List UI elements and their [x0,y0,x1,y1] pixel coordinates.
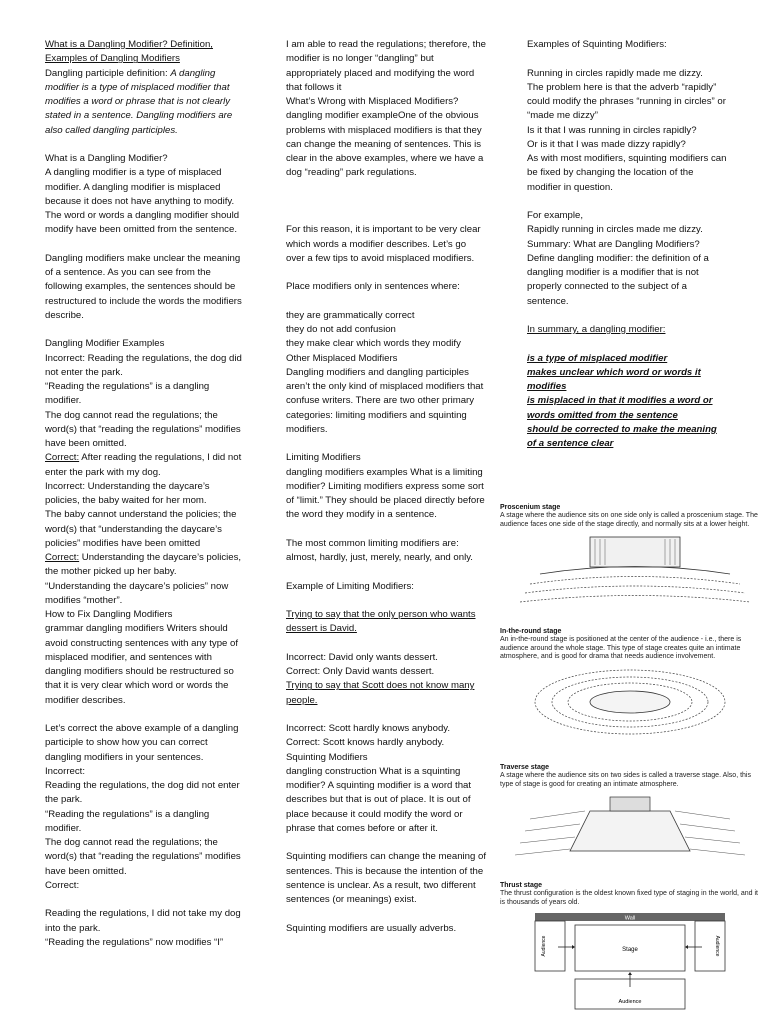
col2-p2: For this reason, it is important to be very clear which words a modifier describes. Let’s go over a few tips to avoid misplaced modifiers. [286,224,481,264]
col2-p11: Incorrect: Scott hardly knows anybody. Correct: Scott knows hardly anybody. Squinting Modifiers dangling construction What is a squinting modifier? A squinting modifier is a word that describes but that is out of place. It is out of place because it could modify the word or phrase that comes before or after it. [286,723,472,834]
correct-label: Correct: [45,552,80,563]
traverse-title: Traverse stage [500,764,550,771]
audience-left-label: Audience [541,935,547,957]
col2-p1: I am able to read the regulations; therefore, the modifier is no longer “dangling” but appropriately placed and modifying the word that follows it What’s Wrong with Misplaced Modifiers? dangling modifier exampleOne of the obvious problems with misplaced modifiers is that they can change the meaning of sentences. This is clear in the above examples, where we have a dog “reading” park regulations. [286,39,486,179]
summary-item: is misplaced in that it modifies a word or words omitted from the sentence [527,395,713,421]
definition-paragraph [45,67,245,138]
fix-text: Let’s correct the above example of a dangling participle to show how you can correct dangling modifiers in your sentences. Incorrect: Reading the regulations, the dog did not enter the park. “Reading the regulations” is a dangling modifier. The dog cannot read the regulations; the word(s) that “reading the regulations” modifies have been omitted. Correct: [45,723,241,891]
audience-bottom-label: Audience [618,999,642,1005]
summary-item: should be corrected to make the meaning of a sentence clear [527,423,717,449]
summary-heading: In summary, a dangling modifier: [527,324,666,335]
col2-p10: Trying to say that Scott does not know many people. [286,680,475,706]
column-1 [45,38,245,950]
correct-label: Correct: [45,452,80,464]
definition-label: Dangling participle definition: [45,67,171,79]
col2-p12: Squinting modifiers can change the meaning of sentences. This is because the intention of the sentence is unclear. As a result, two different sentences (or meanings) exist. [286,851,486,905]
col2-p3: Place modifiers only in sentences where: [286,281,460,293]
what-heading: What is a Dangling Modifier? [45,153,168,164]
traverse-illustration [500,789,762,871]
traverse-caption: A stage where the audience sits on two sides is called a traverse stage. Also, this type of stage is good for creating an intimate atmosphere. [500,772,751,788]
example-3-text: Understanding the daycare’s policies, the mother picked up her baby. “Understanding the daycare’s policies” now modifies “mother”. How to Fix Dangling Modifiers grammar dangling modifiers Writers should avoid constructing sentences with any type of misplaced modifier, and sentences with dangling modifiers should be restructured so that it is very clear which word or words the modifier describes. [45,552,242,706]
definition-text: A dangling modifier is a type of misplaced modifier that modifies a word or phrase that is not clearly stated in a sentence. Dangling modifiers are also called dangling participles. [45,67,233,136]
example-3 [45,551,245,708]
col2-p9: Incorrect: David only wants dessert. Correct: Only David wants dessert. [286,651,438,677]
proscenium-title: Proscenium stage [500,504,561,511]
in-round-title: In-the-round stage [500,628,562,635]
summary-item: makes unclear which word or words it modifies [527,366,701,392]
proscenium-figure [500,503,762,609]
what-text: A dangling modifier is a type of misplaced modifier. A dangling modifier is misplaced because it does not have anything to modify. The word or words a dangling modifier should modify have been omitted from the sentence. [45,167,240,236]
col2-p5: Limiting Modifiers dangling modifiers examples What is a limiting modifier? Limiting modifiers express some sort of “limit.” They should be placed directly before the word they modify in a sentence. [286,452,485,521]
thrust-title: Thrust stage [500,882,543,889]
col3-p2: Running in circles rapidly made me dizzy. The problem here is that the adverb “rapidly” could modify the phrases “running in circles” or “made me dizzy” Is it that I was running in circles rapidly? Or is it that I was made dizzy rapidly? As with most modifiers, squinting modifiers can be fixed by changing the location of the modifier in question. [527,67,727,193]
proscenium-caption: A stage where the audience sits on one side only is called a proscenium stage. The audience faces one side of the stage directly, and normally sits at a lower height. [500,512,758,528]
col2-p8: Trying to say that the only person who wants dessert is David. [286,609,476,635]
unclear-text: Dangling modifiers make unclear the meaning of a sentence. As you can see from the following examples, the sentences should be restructured to include the words the modifiers describe. [45,252,242,321]
doc-title: What is a Dangling Modifier? Definition, Examples of Dangling Modifiers [45,39,213,65]
summary-item: is a type of misplaced modifier [527,352,668,364]
column-3 [527,38,727,451]
in-round-illustration [500,662,762,740]
col3-p3: For example, Rapidly running in circles made me dizzy. Summary: What are Dangling Modifiers? Define dangling modifier: the definition of a dangling modifier is a modifier that is not properly connected to the subject of a sentence. [527,210,709,307]
audience-right-label: Audience [714,935,720,957]
col3-p1: Examples of Squinting Modifiers: [527,39,667,50]
example-2 [45,451,245,551]
example-2-text: After reading the regulations, I did not enter the park with my dog. Incorrect: Understanding the daycare’s policies, the baby waited for her mom. The baby cannot understand the policies; the word(s) that “understanding the daycare’s policies” modifies have been omitted [45,452,242,549]
column-2 [286,38,486,936]
traverse-figure [500,763,762,871]
in-round-caption: An in-the-round stage is positioned at the center of the audience - i.e., there is audience around the whole stage. This type of stage creates quite an intimate atmosphere, and is good for drama that needs audience involvement. [500,636,742,660]
stage-label: Stage [622,947,638,953]
example-1: Incorrect: Reading the regulations, the dog did not enter the park. “Reading the regulations” is a dangling modifier. The dog cannot read the regulations; the word(s) that “reading the regulations” modifies have been omitted. [45,352,242,449]
thrust-caption: The thrust configuration is the oldest known fixed type of staging in the world, and it is thousands of years old. [500,890,758,906]
wall-label: Wall [624,915,636,922]
thrust-figure [500,881,762,1017]
thrust-diagram [500,907,762,1017]
col2-p7: Example of Limiting Modifiers: [286,580,414,592]
col2-p13: Squinting modifiers are usually adverbs. [286,922,457,934]
col2-p6: The most common limiting modifiers are: almost, hardly, just, merely, nearly, and only. [286,537,473,563]
examples-heading: Dangling Modifier Examples [45,338,165,350]
col2-p4: they are grammatically correct they do not add confusion they make clear which words they modify Other Misplaced Modifiers Dangling modifiers and dangling participles aren’t the only kind of misplaced modifiers that confuse writers. There are two other primary categories: limiting modifiers and squinting modifiers. [286,309,484,435]
final-text: Reading the regulations, I did not take my dog into the park. “Reading the regulations” now modifies “I” [45,908,241,948]
in-round-figure [500,627,762,740]
proscenium-illustration [500,529,762,609]
